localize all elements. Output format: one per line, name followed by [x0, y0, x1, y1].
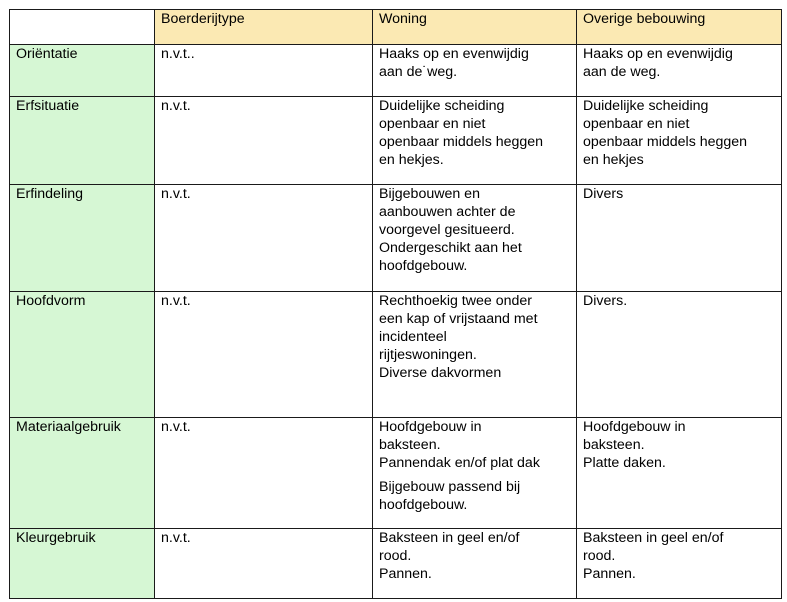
cell-text: hoofdgebouw.: [379, 258, 468, 274]
cell-text: baksteen.: [379, 437, 441, 453]
cell-text: n.v.t.: [161, 530, 191, 546]
cell-text: Hoofdgebouw in: [379, 419, 482, 435]
cell-text: Haaks op en evenwijdig: [379, 46, 529, 62]
cell-text: Duidelijke scheiding: [583, 98, 709, 114]
cell-text: Ondergeschikt aan het: [379, 240, 522, 256]
cell-text: Haaks op en evenwijdig: [583, 46, 733, 62]
cell-text: n.v.t.: [161, 419, 191, 435]
cell-text: aan de˙weg.: [379, 64, 458, 80]
table-row: [10, 418, 782, 529]
row-label: Materiaalgebruik: [10, 418, 155, 529]
cell-text: n.v.t.: [161, 98, 191, 114]
cell-text: Rechthoekig twee onder: [379, 293, 533, 309]
cell-text: openbaar en niet: [583, 116, 690, 132]
table-row: [10, 292, 782, 418]
cell-text: Pannen.: [583, 566, 636, 582]
cell-text: incidenteel: [379, 329, 447, 345]
header-boerderijtype: Boerderijtype: [155, 10, 373, 45]
header-row: [10, 10, 782, 45]
header-woning: Woning: [373, 10, 577, 45]
cell-text: Pannendak en/of plat dak: [379, 455, 540, 471]
cell-text: een kap of vrijstaand met: [379, 311, 538, 327]
cell-text: n.v.t.: [161, 186, 191, 202]
cell-text: rijtjeswoningen.: [379, 347, 477, 363]
cell-text: rood.: [379, 548, 412, 564]
row-label: Hoofdvorm: [10, 292, 155, 418]
cell-text: Bijgebouwen en: [379, 186, 480, 202]
cell-text: openbaar middels heggen: [379, 134, 544, 150]
cell-text: aanbouwen achter de: [379, 204, 516, 220]
cell-text: openbaar middels heggen: [583, 134, 748, 150]
cell-text: rood.: [583, 548, 616, 564]
overige-cell: [577, 97, 782, 185]
woning-cell: [373, 292, 577, 418]
cell-text: Platte daken.: [583, 455, 666, 471]
header-overige-bebouwing: Overige bebouwing: [577, 10, 782, 45]
cell-text: hoofdgebouw.: [379, 497, 468, 513]
cell-text: Pannen.: [379, 566, 432, 582]
cell-text: openbaar en niet: [379, 116, 486, 132]
boerderijtype-cell: [155, 45, 373, 97]
cell-text: Baksteen in geel en/of: [379, 530, 520, 546]
woning-cell: [373, 418, 577, 529]
overige-cell: [577, 185, 782, 292]
row-label: Kleurgebruik: [10, 529, 155, 599]
cell-text: Duidelijke scheiding: [379, 98, 505, 114]
table-row: [10, 529, 782, 599]
cell-text: n.v.t..: [161, 46, 195, 62]
cell-text: Bijgebouw passend bij: [379, 479, 521, 495]
cell-text: Hoofdgebouw in: [583, 419, 686, 435]
cell-text: baksteen.: [583, 437, 645, 453]
boerderijtype-cell: [155, 185, 373, 292]
boerderijtype-cell: [155, 529, 373, 599]
overige-cell: [577, 45, 782, 97]
cell-text: Divers.: [583, 293, 628, 309]
overige-cell: [577, 292, 782, 418]
cell-text: en hekjes: [583, 152, 644, 168]
row-label: Oriëntatie: [10, 45, 155, 97]
cell-text: aan de weg.: [583, 64, 661, 80]
cell-text: Divers: [583, 186, 624, 202]
header-corner-cell: [10, 10, 155, 45]
table-row: [10, 185, 782, 292]
woning-cell: [373, 529, 577, 599]
woning-cell: [373, 97, 577, 185]
boerderijtype-cell: [155, 292, 373, 418]
boerderijtype-cell: [155, 418, 373, 529]
cell-text: Baksteen in geel en/of: [583, 530, 724, 546]
row-label: Erfindeling: [10, 185, 155, 292]
boerderijtype-cell: [155, 97, 373, 185]
row-label: Erfsituatie: [10, 97, 155, 185]
cell-text: Diverse dakvormen: [379, 365, 502, 381]
overige-cell: [577, 529, 782, 599]
cell-text: voorgevel gesitueerd.: [379, 222, 515, 238]
building-characteristics-table: [9, 9, 782, 599]
table-row: [10, 45, 782, 97]
overige-cell: [577, 418, 782, 529]
cell-text: n.v.t.: [161, 293, 191, 309]
table-row: [10, 97, 782, 185]
woning-cell: [373, 185, 577, 292]
woning-cell: [373, 45, 577, 97]
cell-text: en hekjes.: [379, 152, 444, 168]
